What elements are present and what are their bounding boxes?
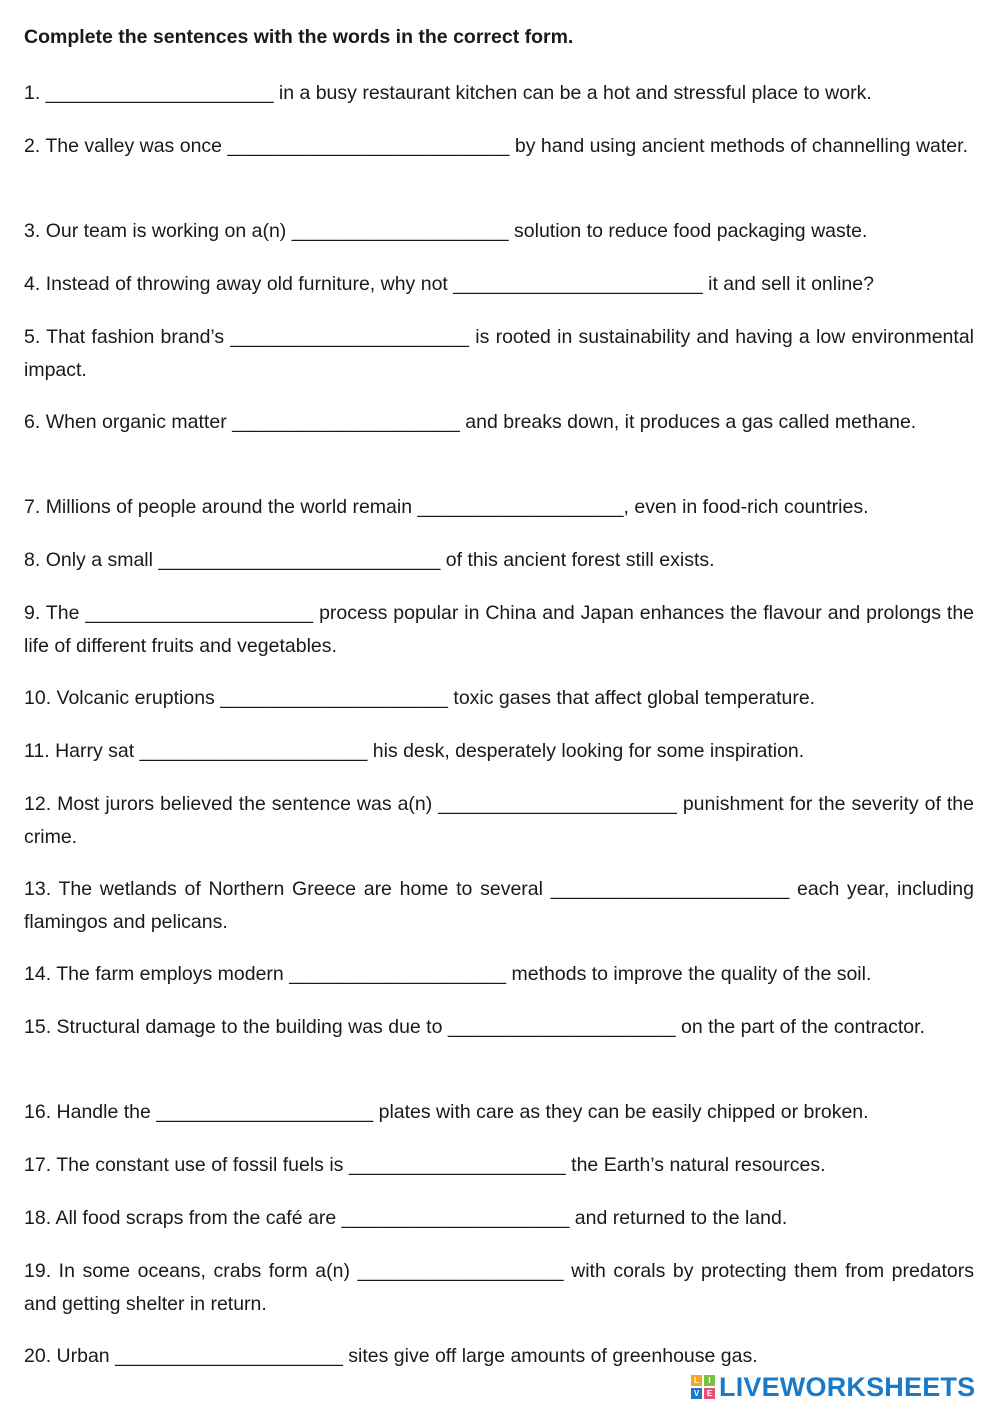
question-text-before: Our team is working on a(n) <box>45 220 287 242</box>
logo-mark-letter: E <box>704 1388 715 1399</box>
question-20 <box>24 1340 974 1373</box>
question-text-before: Most jurors believed the sentence was a(n) <box>57 793 433 815</box>
question-text-after: each year, including flamingos and pelicans. <box>24 878 975 933</box>
question-text-after: and breaks down, it produces a gas called methane. <box>465 411 917 433</box>
question-16 <box>24 1096 974 1129</box>
answer-blank[interactable]: ______________________ <box>550 878 790 900</box>
logo-mark-letter: I <box>704 1375 715 1386</box>
question-text-before: The wetlands of Northern Greece are home to several <box>58 878 543 900</box>
question-text-after: in a busy restaurant kitchen can be a hot and stressful place to work. <box>278 82 872 104</box>
answer-blank[interactable]: __________________________ <box>158 549 441 571</box>
question-number: 1. <box>24 82 41 104</box>
answer-blank[interactable]: _____________________ <box>45 82 274 104</box>
answer-blank[interactable]: _____________________ <box>115 1345 343 1367</box>
question-12 <box>24 788 974 854</box>
logo-mark-icon <box>691 1375 715 1399</box>
logo-mark-letter: V <box>691 1388 702 1399</box>
question-text-after: toxic gases that affect global temperature. <box>453 687 816 709</box>
question-8 <box>24 544 974 577</box>
question-2 <box>24 130 974 163</box>
answer-blank[interactable]: ______________________ <box>438 793 677 815</box>
question-7 <box>24 491 974 524</box>
question-number: 6. <box>24 411 41 433</box>
question-text-before: Structural damage to the building was due to <box>56 1016 443 1038</box>
answer-blank[interactable]: _______________________ <box>453 273 703 295</box>
question-4 <box>24 268 974 301</box>
question-number: 11. <box>24 740 50 762</box>
question-text-after: by hand using ancient methods of channelling water. <box>514 135 968 157</box>
answer-blank[interactable]: ____________________ <box>348 1154 566 1176</box>
question-number: 19. <box>24 1260 52 1282</box>
answer-blank[interactable]: ___________________ <box>357 1260 564 1282</box>
question-1 <box>24 77 974 110</box>
question-text-after: solution to reduce food packaging waste. <box>514 220 868 242</box>
question-text-after: , even in food-rich countries. <box>623 496 869 518</box>
question-text-before: When organic matter <box>45 411 227 433</box>
question-text-after: methods to improve the quality of the soil. <box>511 963 872 985</box>
question-6 <box>24 406 974 439</box>
question-number: 2. <box>24 135 41 157</box>
question-text-after: of this ancient forest still exists. <box>445 549 715 571</box>
question-19 <box>24 1255 974 1321</box>
question-10 <box>24 682 974 715</box>
liveworksheets-logo <box>691 1372 975 1402</box>
question-3 <box>24 215 974 248</box>
question-5 <box>24 321 974 387</box>
answer-blank[interactable]: ____________________ <box>291 220 509 242</box>
question-18 <box>24 1202 974 1235</box>
question-text-before: The constant use of fossil fuels is <box>56 1154 344 1176</box>
question-text-after: and returned to the land. <box>574 1207 788 1229</box>
question-text-after: it and sell it online? <box>708 273 874 295</box>
answer-blank[interactable]: __________________________ <box>227 135 510 157</box>
question-number: 15. <box>24 1016 52 1038</box>
question-number: 16. <box>24 1101 52 1123</box>
question-text-before: All food scraps from the café are <box>55 1207 337 1229</box>
question-text-after: his desk, desperately looking for some inspiration. <box>372 740 805 762</box>
question-text-after: plates with care as they can be easily chipped or broken. <box>378 1101 869 1123</box>
answer-blank[interactable]: _____________________ <box>220 687 448 709</box>
question-13 <box>24 873 974 939</box>
question-9 <box>24 597 974 663</box>
question-text-before: In some oceans, crabs form a(n) <box>58 1260 350 1282</box>
question-number: 4. <box>24 273 41 295</box>
question-number: 5. <box>24 326 41 348</box>
logo-wordmark: LIVEWORKSHEETS <box>719 1372 976 1402</box>
answer-blank[interactable]: ___________________ <box>417 496 624 518</box>
question-text-after: the Earth’s natural resources. <box>571 1154 826 1176</box>
question-number: 9. <box>24 602 41 624</box>
answer-blank[interactable]: _____________________ <box>232 411 460 433</box>
answer-blank[interactable]: ____________________ <box>289 963 507 985</box>
answer-blank[interactable]: _____________________ <box>341 1207 570 1229</box>
question-text-before: Handle the <box>56 1101 151 1123</box>
question-text-before: The <box>45 602 80 624</box>
question-text-before: Only a small <box>45 549 153 571</box>
logo-mark-letter: L <box>691 1375 702 1386</box>
question-number: 20. <box>24 1345 52 1367</box>
question-text-before: Volcanic eruptions <box>56 687 215 709</box>
question-17 <box>24 1149 974 1182</box>
question-text-after: sites give off large amounts of greenhouse gas. <box>348 1345 758 1367</box>
answer-blank[interactable]: _____________________ <box>85 602 314 624</box>
question-number: 12. <box>24 793 52 815</box>
question-number: 14. <box>24 963 52 985</box>
question-14 <box>24 958 974 991</box>
answer-blank[interactable]: _____________________ <box>447 1016 676 1038</box>
question-number: 7. <box>24 496 41 518</box>
question-text-before: Millions of people around the world remain <box>45 496 413 518</box>
question-number: 17. <box>24 1154 52 1176</box>
question-number: 18. <box>24 1207 52 1229</box>
answer-blank[interactable]: ____________________ <box>156 1101 374 1123</box>
answer-blank[interactable]: ______________________ <box>230 326 470 348</box>
question-number: 8. <box>24 549 41 571</box>
question-text-before: That fashion brand’s <box>46 326 225 348</box>
question-text-before: The valley was once <box>45 135 223 157</box>
question-text-after: is rooted in sustainability and having a low environmental impact. <box>24 326 974 381</box>
question-text-before: Urban <box>56 1345 110 1367</box>
question-text-after: with corals by protecting them from predators and getting shelter in return. <box>24 1260 974 1315</box>
question-text-before: The farm employs modern <box>56 963 284 985</box>
question-text-after: process popular in China and Japan enhances the flavour and prolongs the life of different fruits and vegetables. <box>24 602 975 657</box>
question-number: 10. <box>24 687 52 709</box>
question-11 <box>24 735 974 768</box>
question-15 <box>24 1011 974 1044</box>
question-number: 13. <box>24 878 52 900</box>
question-text-after: punishment for the severity of the crime. <box>24 793 974 848</box>
instructions-heading: Complete the sentences with the words in the correct form. <box>24 26 574 48</box>
question-number: 3. <box>24 220 41 242</box>
answer-blank[interactable]: _____________________ <box>139 740 368 762</box>
question-text-before: Harry sat <box>55 740 135 762</box>
question-text-after: on the part of the contractor. <box>681 1016 925 1038</box>
question-text-before: Instead of throwing away old furniture, why not <box>45 273 448 295</box>
